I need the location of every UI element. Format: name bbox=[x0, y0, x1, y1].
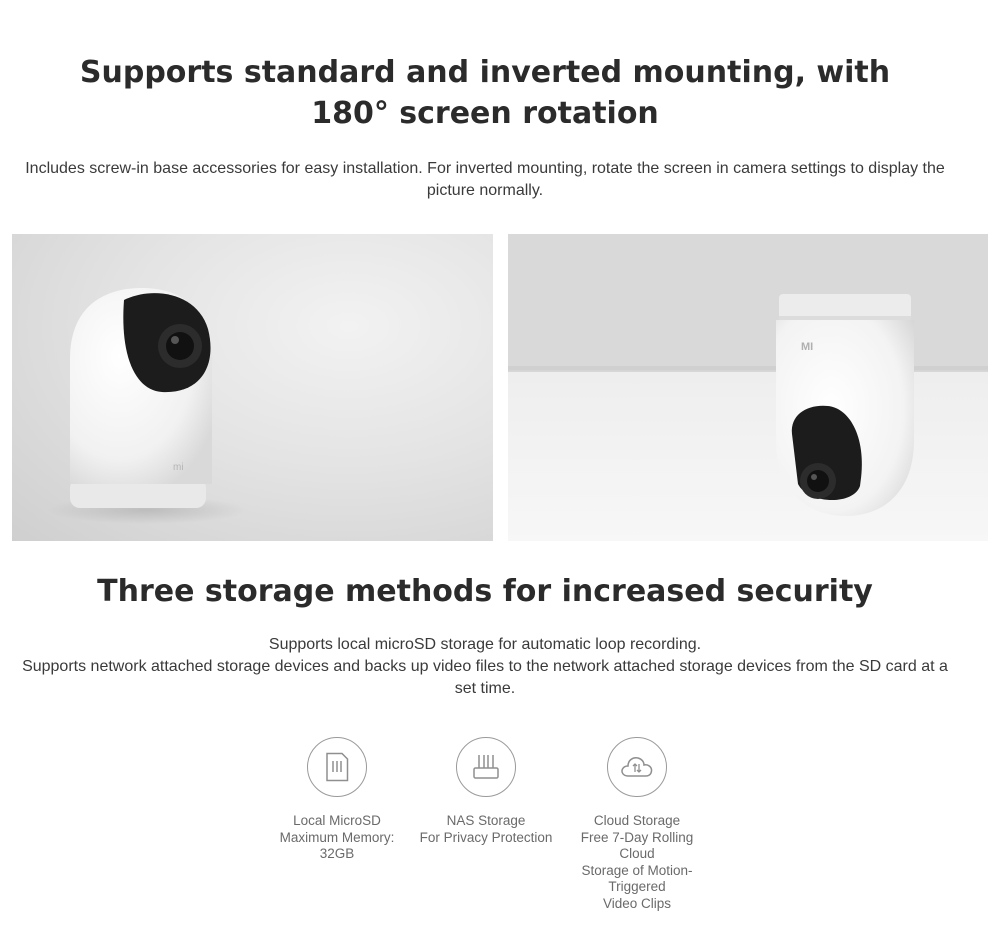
feature-caption bbox=[262, 813, 412, 863]
feature-caption bbox=[411, 813, 561, 846]
caption-line: Cloud bbox=[619, 846, 655, 861]
caption-line: Cloud Storage bbox=[593, 813, 681, 828]
camera-standard-mount-photo bbox=[12, 234, 493, 541]
feature-icon-circle bbox=[307, 737, 367, 797]
storage-description bbox=[20, 634, 950, 700]
storage-features bbox=[262, 737, 712, 927]
feature-icon-circle bbox=[456, 737, 516, 797]
feature-local-microsd bbox=[262, 737, 412, 863]
cloud-sync-icon bbox=[619, 752, 655, 782]
mounting-description: Includes screw-in base accessories for easy installation. For inverted mounting, rotate the screen in camera settings to display the picture normally. bbox=[25, 160, 945, 199]
section-title-mounting: Supports standard and inverted mounting, with 180° screen rotation bbox=[79, 55, 891, 131]
caption-line: Triggered bbox=[608, 879, 666, 894]
storage-description-line: Supports local microSD storage for automatic loop recording. bbox=[268, 636, 702, 653]
brand-logo: MI bbox=[801, 341, 814, 353]
caption-line: Local MicroSD bbox=[293, 813, 381, 828]
camera-inverted-illustration bbox=[508, 234, 988, 541]
feature-nas-storage bbox=[411, 737, 561, 846]
caption-line: NAS Storage bbox=[446, 813, 526, 828]
caption-line: Video Clips bbox=[602, 895, 672, 911]
caption-line: Free 7-Day Rolling bbox=[580, 829, 694, 845]
caption-line: Storage of Motion- bbox=[581, 862, 693, 878]
router-icon bbox=[471, 752, 501, 782]
brand-logo: mi bbox=[173, 462, 184, 473]
section-title-storage: Three storage methods for increased security bbox=[97, 574, 873, 609]
storage-description-line: Supports network attached storage devices and backs up video files to the network attached storage devices from the SD card at a set time. bbox=[22, 658, 948, 697]
caption-line: For Privacy Protection bbox=[419, 829, 553, 845]
caption-line: 32GB bbox=[319, 846, 355, 861]
sd-card-icon bbox=[324, 752, 350, 782]
feature-cloud-storage bbox=[562, 737, 712, 912]
feature-caption bbox=[562, 813, 712, 912]
camera-inverted-mount-photo bbox=[508, 234, 988, 541]
camera-upright-illustration bbox=[12, 234, 493, 541]
caption-line: Maximum Memory: bbox=[279, 829, 395, 845]
feature-icon-circle bbox=[607, 737, 667, 797]
